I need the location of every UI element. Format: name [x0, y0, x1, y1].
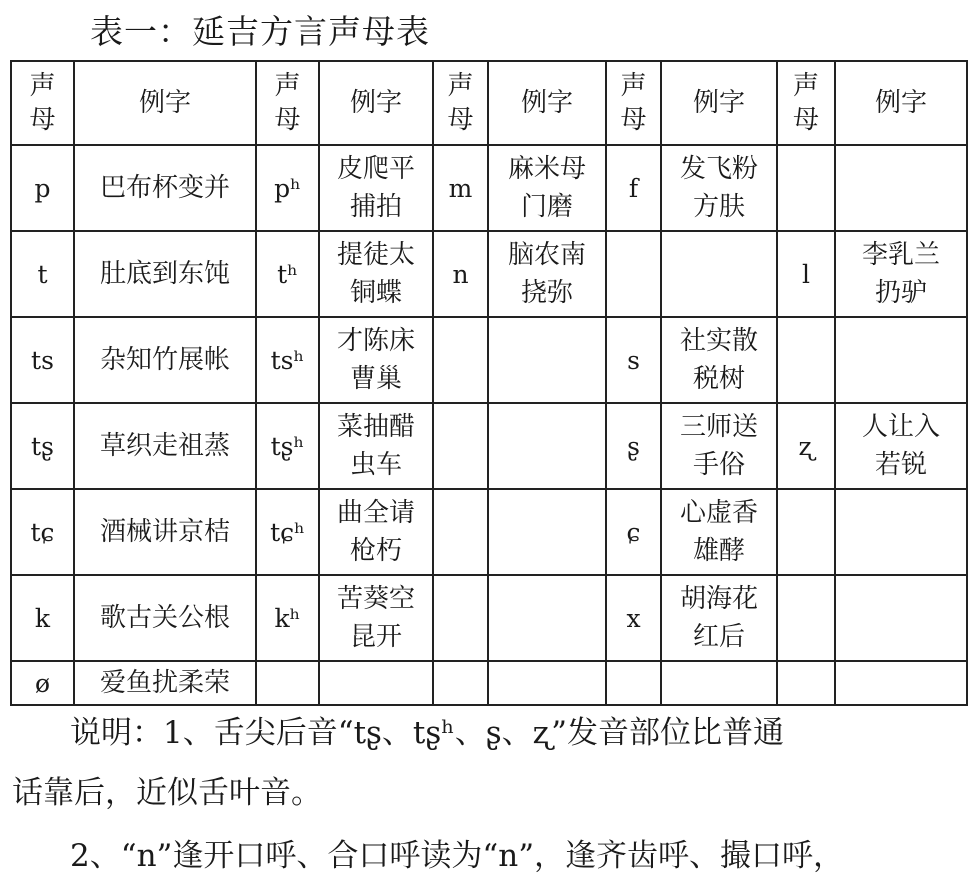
header-initial: 声 母 — [256, 61, 319, 145]
initial-cell: p — [11, 145, 74, 231]
example-chars-cell: 歌古关公根 — [74, 575, 256, 661]
header-initial: 声 母 — [606, 61, 661, 145]
note-line-1: 说明：1、舌尖后音“tʂ、tʂʰ、ʂ、ʐ”发音部位比普通 — [70, 715, 784, 751]
initial-cell — [606, 661, 661, 705]
example-chars-cell: 提徒太铜蝶 — [319, 231, 433, 317]
example-chars-cell: 胡海花红后 — [661, 575, 777, 661]
example-chars-cell: 三师送手俗 — [661, 403, 777, 489]
header-row — [11, 61, 967, 145]
table-row — [11, 489, 967, 575]
initial-cell: kʰ — [256, 575, 319, 661]
initial-cell: s — [606, 317, 661, 403]
example-chars-cell — [488, 575, 606, 661]
header-examples: 例字 — [74, 61, 256, 145]
initial-cell: m — [433, 145, 488, 231]
initial-cell — [777, 575, 835, 661]
initials-table — [10, 60, 968, 706]
example-chars-cell: 苦葵空昆开 — [319, 575, 433, 661]
header-initial: 声 母 — [11, 61, 74, 145]
example-chars-cell: 爱鱼扰柔荣 — [74, 661, 256, 705]
initial-cell: f — [606, 145, 661, 231]
header-examples: 例字 — [661, 61, 777, 145]
example-chars-cell: 皮爬平捕拍 — [319, 145, 433, 231]
initial-cell: tɕ — [11, 489, 74, 575]
initial-cell — [433, 317, 488, 403]
example-chars-cell: 菜抽醋虫车 — [319, 403, 433, 489]
table-row — [11, 231, 967, 317]
table-row — [11, 403, 967, 489]
example-chars-cell: 人让入若锐 — [835, 403, 967, 489]
initial-cell — [777, 661, 835, 705]
example-chars-cell: 发飞粉方肤 — [661, 145, 777, 231]
header-examples: 例字 — [835, 61, 967, 145]
example-chars-cell — [661, 231, 777, 317]
example-chars-cell — [835, 661, 967, 705]
example-chars-cell: 杂知竹展帐 — [74, 317, 256, 403]
example-chars-cell — [835, 317, 967, 403]
initial-cell — [606, 231, 661, 317]
example-chars-cell — [835, 145, 967, 231]
example-chars-cell: 才陈床曹巢 — [319, 317, 433, 403]
table-title: 表一：延吉方言声母表 — [90, 12, 430, 51]
example-chars-cell: 肚底到东饨 — [74, 231, 256, 317]
initial-cell — [777, 145, 835, 231]
note-line-3: 2、“n”逢开口呼、合口呼读为“n”，逢齐齿呼、撮口呼， — [70, 838, 845, 874]
initial-cell: ts — [11, 317, 74, 403]
table-row — [11, 145, 967, 231]
initial-cell — [777, 317, 835, 403]
table-row — [11, 661, 967, 705]
header-examples: 例字 — [488, 61, 606, 145]
example-chars-cell — [661, 661, 777, 705]
initial-cell: ʐ — [777, 403, 835, 489]
initial-cell: pʰ — [256, 145, 319, 231]
example-chars-cell: 心虚香雄酵 — [661, 489, 777, 575]
header-initial: 声 母 — [777, 61, 835, 145]
initial-cell — [433, 489, 488, 575]
initial-cell: ʂ — [606, 403, 661, 489]
initial-cell — [433, 403, 488, 489]
initial-cell: ø — [11, 661, 74, 705]
example-chars-cell: 李乳兰扔驴 — [835, 231, 967, 317]
initial-cell: l — [777, 231, 835, 317]
initial-cell — [256, 661, 319, 705]
initial-cell: tʂʰ — [256, 403, 319, 489]
example-chars-cell — [835, 575, 967, 661]
table-row — [11, 317, 967, 403]
example-chars-cell: 麻米母门磨 — [488, 145, 606, 231]
example-chars-cell — [319, 661, 433, 705]
example-chars-cell: 酒械讲京桔 — [74, 489, 256, 575]
initial-cell: tʰ — [256, 231, 319, 317]
example-chars-cell: 脑农南挠弥 — [488, 231, 606, 317]
initial-cell — [433, 575, 488, 661]
initial-cell — [777, 489, 835, 575]
example-chars-cell — [835, 489, 967, 575]
example-chars-cell: 社实散税树 — [661, 317, 777, 403]
note-line-2: 话靠后，近似舌叶音。 — [12, 775, 322, 811]
header-initial: 声 母 — [433, 61, 488, 145]
initial-cell: ɕ — [606, 489, 661, 575]
table-row — [11, 575, 967, 661]
example-chars-cell — [488, 403, 606, 489]
example-chars-cell: 巴布杯变并 — [74, 145, 256, 231]
example-chars-cell — [488, 661, 606, 705]
initial-cell: tɕʰ — [256, 489, 319, 575]
example-chars-cell — [488, 317, 606, 403]
example-chars-cell: 草织走祖蒸 — [74, 403, 256, 489]
initial-cell: tsʰ — [256, 317, 319, 403]
initial-cell: k — [11, 575, 74, 661]
example-chars-cell: 曲全请枪朽 — [319, 489, 433, 575]
initial-cell: t — [11, 231, 74, 317]
header-examples: 例字 — [319, 61, 433, 145]
initial-cell: x — [606, 575, 661, 661]
initial-cell: n — [433, 231, 488, 317]
initial-cell — [433, 661, 488, 705]
initial-cell: tʂ — [11, 403, 74, 489]
example-chars-cell — [488, 489, 606, 575]
